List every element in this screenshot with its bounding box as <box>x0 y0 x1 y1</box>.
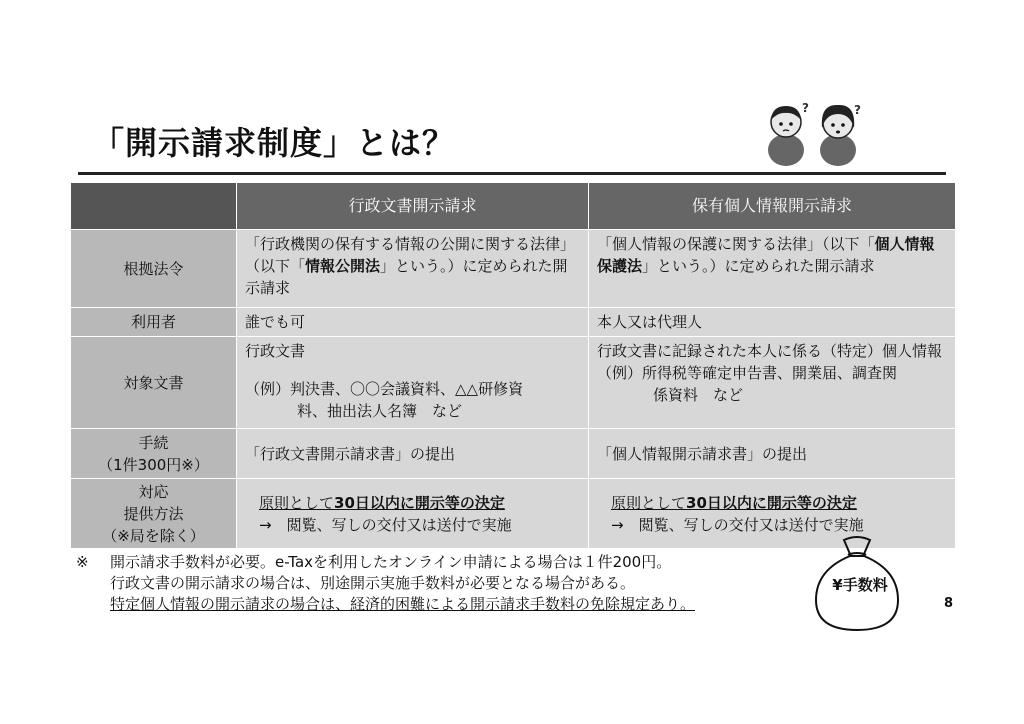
label-line: 対応 <box>138 482 169 501</box>
table-header-row <box>71 183 956 230</box>
svg-text:?: ? <box>854 103 861 117</box>
comparison-table <box>70 182 956 549</box>
fee-label: ¥手数料 <box>832 576 888 594</box>
text: 」という。）に定められた開示請求 <box>245 257 568 297</box>
row-label-procedure <box>71 429 237 479</box>
text: 行政文書に記録された本人に係る（特定）個人情報 <box>597 342 943 360</box>
method-line: → 閲覧、写しの交付又は送付で実施 <box>259 515 512 534</box>
text: 原則として <box>259 493 335 512</box>
cell-docs-personal <box>589 337 956 429</box>
method-line: → 閲覧、写しの交付又は送付で実施 <box>611 515 864 534</box>
row-label-docs: 対象文書 <box>71 337 237 429</box>
label-line: （※局を除く） <box>102 526 205 545</box>
footnote-body <box>110 552 830 615</box>
footnote-line: 特定個人情報の開示請求の場合は、経済的困難による開示請求手数料の免除規定あり。 <box>110 595 696 613</box>
row-user <box>71 308 956 337</box>
page-title: 「開示請求制度」とは？ <box>92 124 456 162</box>
footnote-mark: ※ <box>76 553 89 571</box>
row-label-response <box>71 479 237 549</box>
row-basis-law <box>71 230 956 308</box>
woman-icon <box>820 103 861 166</box>
deadline-line <box>611 492 947 514</box>
example-line: 料、抽出法人名簿 など <box>297 402 463 420</box>
spacer <box>245 362 580 378</box>
title-underline <box>78 172 946 175</box>
page-number: 8 <box>944 596 954 611</box>
text: 行政文書 <box>245 342 306 360</box>
header-corner <box>71 183 237 230</box>
cell-user-personal: 本人又は代理人 <box>589 308 956 337</box>
label-line: 手続 <box>138 433 169 452</box>
cell-response-admin <box>237 479 589 549</box>
example-line: （例）所得税等確定申告書、開業届、調査関 <box>597 364 898 382</box>
row-label-basis: 根拠法令 <box>71 230 237 308</box>
cell-procedure-personal: 「個人情報開示請求書」の提出 <box>589 429 956 479</box>
cell-basis-admin <box>237 230 589 308</box>
header-admin-doc: 行政文書開示請求 <box>237 183 589 230</box>
row-label-user: 利用者 <box>71 308 237 337</box>
example-line: （例）判決書、〇〇会議資料、△△研修資 <box>245 380 524 398</box>
cell-basis-personal <box>589 230 956 308</box>
text: 「行政機関の保有する情報の公開に関する法律」（以下「 <box>245 235 576 275</box>
emphasis: 30日以内に開示等の決定 <box>334 493 505 512</box>
header-personal-info: 保有個人情報開示請求 <box>589 183 956 230</box>
deadline-line <box>259 492 580 514</box>
emphasis: 30日以内に開示等の決定 <box>686 493 857 512</box>
text: 「個人情報の保護に関する法律」（以下「 <box>597 235 875 253</box>
emphasis: 個人情報保護法 <box>597 235 935 275</box>
svg-text:?: ? <box>802 101 809 115</box>
man-icon <box>768 101 809 166</box>
cell-procedure-admin: 「行政文書開示請求書」の提出 <box>237 429 589 479</box>
cell-docs-admin <box>237 337 589 429</box>
row-target-docs <box>71 337 956 429</box>
footnotes <box>70 552 830 615</box>
row-procedure <box>71 429 956 479</box>
example-line: 係資料 など <box>653 386 744 404</box>
text: 原則として <box>611 493 687 512</box>
cell-user-admin: 誰でも可 <box>237 308 589 337</box>
label-line: 提供方法 <box>123 504 184 523</box>
emphasis: 情報公開法 <box>305 257 381 275</box>
text: 」という。）に定められた開示請求 <box>642 257 875 275</box>
footnote-line: 開示請求手数料が必要。e-Taxを利用したオンライン申請による場合は１件200円。 <box>110 553 672 571</box>
footnote-line: 行政文書の開示請求の場合は、別途開示実施手数料が必要となる場合がある。 <box>110 574 636 592</box>
label-line: （1件300円※） <box>98 455 209 474</box>
confused-people-illustration <box>760 98 870 170</box>
